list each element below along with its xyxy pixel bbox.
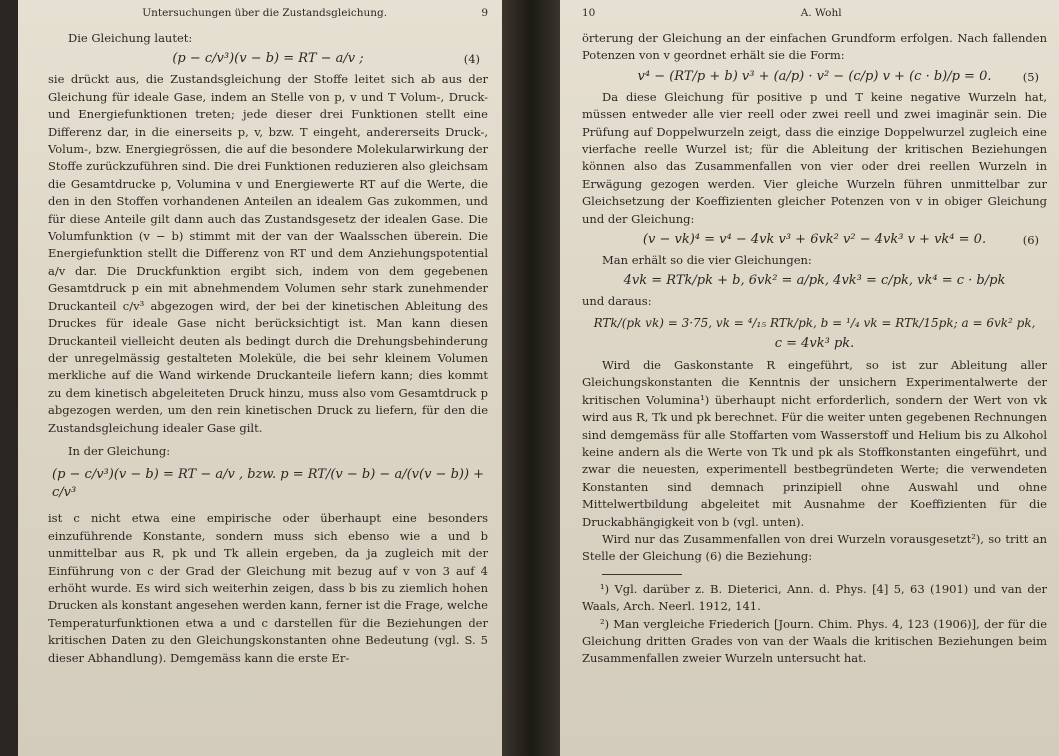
page-number: 9 <box>481 7 488 19</box>
equation-system <box>582 272 1047 290</box>
header-title: A. Wohl <box>800 7 842 19</box>
equation-text: (p − c/v³)(v − b) = RT − a/v , bzw. p = RT/(v − b) − a/(v(v − b)) + c/v³ <box>52 467 485 501</box>
paragraph: Wird die Gaskonstante R eingeführt, so ist zur Ableitung aller Gleichungskonstanten die Kenntnis der unsichern Experimentalwerte der kritischen Volumina¹) überhaupt nicht erforderlich, sondern der Wert von vk wird aus R, Tk und pk berechnet. Für die weiter unten gegebenen Rechnungen sind demgemäss für alle Stoffarten vom Wasserstoff und Helium bis zu Alkohol keine andern als die Werte von Tk und pk als Stoffkonstanten eingeführt, und zwar die neuesten, experimentell bestbegründeten Werte; die verwendeten Konstanten sind demnach prinzipiell ohne Auswahl und ohne Mittelwertbildung abgeleitet mit Ausnahme der Koeffizienten für die Druckabhängigkeit von b (vgl. unten). <box>582 357 1047 529</box>
equation-text: v⁴ − (RT/p + b) v³ + (a/p) · v² − (c/p) v + (c · b)/p = 0. <box>637 68 992 84</box>
paragraph: Die Gleichung lautet: <box>68 31 193 45</box>
equation-results-c <box>582 335 1047 353</box>
footnote-rule <box>602 574 682 575</box>
equation-text: (v − vk)⁴ = v⁴ − 4vk v³ + 6vk² v² − 4vk³ v + vk⁴ = 0. <box>642 232 987 248</box>
running-head <box>582 6 1047 20</box>
book-spine <box>502 0 560 756</box>
body-text <box>582 30 1047 668</box>
paragraph: Da diese Gleichung für positive p und T keine negative Wurzeln hat, müssen entweder alle vier reell oder zwei reell und zwei imaginär sein. Die Prüfung auf Doppelwurzeln zeigt, dass die einzige Doppelwurzel zugleich eine vierfache reelle Wurzel ist; für die Ableitung der kritischen Beziehungen können also das Zusammenfallen von vier oder drei reellen Wurzeln in Erwägung gezogen werden. Vier gleiche Wurzeln führen unmittelbar zur Gleichsetzung der Koeffizienten gleicher Potenzen von v in obiger Gleichung und der Gleichung: <box>582 89 1047 226</box>
equation-text: RTk/(pk vk) = 3·75, vk = ⁴/₁₅ RTk/pk, b = ¹/₄ vk = RTk/15pk; a = 6vk² pk, <box>593 315 1036 330</box>
equation-text: (p − c/v³)(v − b) = RT − a/v ; <box>172 51 364 67</box>
equation-text: 4vk = RTk/pk + b, 6vk² = a/pk, 4vk³ = c/pk, vk⁴ = c · b/pk <box>623 273 1006 289</box>
right-page <box>560 0 1059 756</box>
equation-number: (5) <box>1022 69 1039 84</box>
paragraph: Man erhält so die vier Gleichungen: <box>602 253 812 268</box>
running-head <box>48 6 488 20</box>
paragraph: sie drückt aus, die Zustandsgleichung der Stoffe leitet sich ab aus der Gleichung für ideale Gase, indem an Stelle von p, v und T Volum-, Druck- und Energiefunktionen treten; jede dieser drei Funktionen stellt eine Differenz dar, in die einerseits p, v, bzw. T eingeht, andererseits Druck-, Volum-, bzw. Energiegrössen, die auf die besondere Molekularwirkung der Stoffe zurückzuführen sind. Die drei Funktionen reduzieren also gleichsam die Gesamtdrucke p, Volumina v und Energiewerte RT auf die Werte, die den in den Stoffen vorhandenen Anteilen an idealem Gas zukommen, und für diese Anteile gilt dann auch das Zustandsgesetz der idealen Gase. Die Volumfunktion (v − b) stimmt mit der van der Waalsschen überein. Die Energiefunktion stellt die Differenz von RT und dem Anziehungspotential a/v dar. Die Druckfunktion ergibt sich, indem von dem gegebenen Gesamtdruck p ein mit abnehmendem Volumen sehr stark zunehmender Druckanteil c/v³ abgezogen wird, der bei der kinetischen Ableitung des Druckes für ideale Gase nicht berücksichtigt ist. Man kann diesen Druckanteil vielleicht deuten als bedingt durch die Drehungsbehinderung der unregelmässig gestalteten Moleküle, die bei sehr kleinem Volumen merkliche auf die Wand wirkende Druckanteile liefern kann; dies kommt zu dem kinetisch abgeleiteten Druck hinzu, muss also vom Gesamtdruck p abgezogen werden, um den rein kinetischen Druck zu liefern, für den die Zustandsgleichung idealer Gase gilt. <box>48 72 488 435</box>
paragraph: In der Gleichung: <box>68 443 171 458</box>
paragraph: ist c nicht etwa eine empirische oder überhaupt eine besonders einzuführende Konstante, sondern muss sich ebenso wie a und b unmittelbar aus R, pk und Tk allein ergeben, da ja zugleich mit der Einführung von c der Grad der Gleichung mit bezug auf v von 3 auf 4 erhöht wurde. Es wird sich weiterhin zeigen, dass b bis zu ziemlich hohen Drucken als konstant angesehen werden kann, ferner ist die Frage, welche Temperaturfunktionen etwa a und c darstellen für die Beziehungen der kritischen Daten zu den Gleichungskonstanten ohne Bedeutung (vgl. S. 5 dieser Abhandlung). Demgemäss kann die erste Er- <box>48 511 488 665</box>
equation-text: c = 4vk³ pk. <box>774 335 855 351</box>
paragraph: örterung der Gleichung an der einfachen Grundform erfolgen. Nach fallenden Potenzen von v geordnet erhält sie die Form: <box>582 31 1047 63</box>
paragraph: und daraus: <box>582 294 652 309</box>
footnote-2: ²) Man vergleiche Friederich [Journ. Chim. Phys. 4, 123 (1906)], der für die Gleichung dritten Grades von van der Waals die kritischen Beziehungen beim Zusammenfallen zweier Wurzeln untersucht hat. <box>582 616 1047 666</box>
paragraph: Wird nur das Zusammenfallen von drei Wurzeln vorausgesetzt²), so tritt an Stelle der Gleichung (6) die Beziehung: <box>582 531 1047 564</box>
equation-number: (6) <box>1022 233 1039 248</box>
equation-4 <box>48 50 488 68</box>
left-page <box>18 0 502 756</box>
equation-6 <box>582 231 1047 249</box>
page-number: 10 <box>582 7 596 19</box>
footnote-1: ¹) Vgl. darüber z. B. Dieterici, Ann. d. Phys. [4] 5, 63 (1901) und van der Waals, Arch. Neerl. 1912, 141. <box>582 581 1047 614</box>
equation-5 <box>582 68 1047 86</box>
equation-results <box>582 314 1047 332</box>
equation-number: (4) <box>463 52 480 67</box>
header-title: Untersuchungen über die Zustandsgleichung. <box>142 7 388 19</box>
body-text <box>48 30 488 667</box>
equation-unnumbered <box>48 466 488 502</box>
